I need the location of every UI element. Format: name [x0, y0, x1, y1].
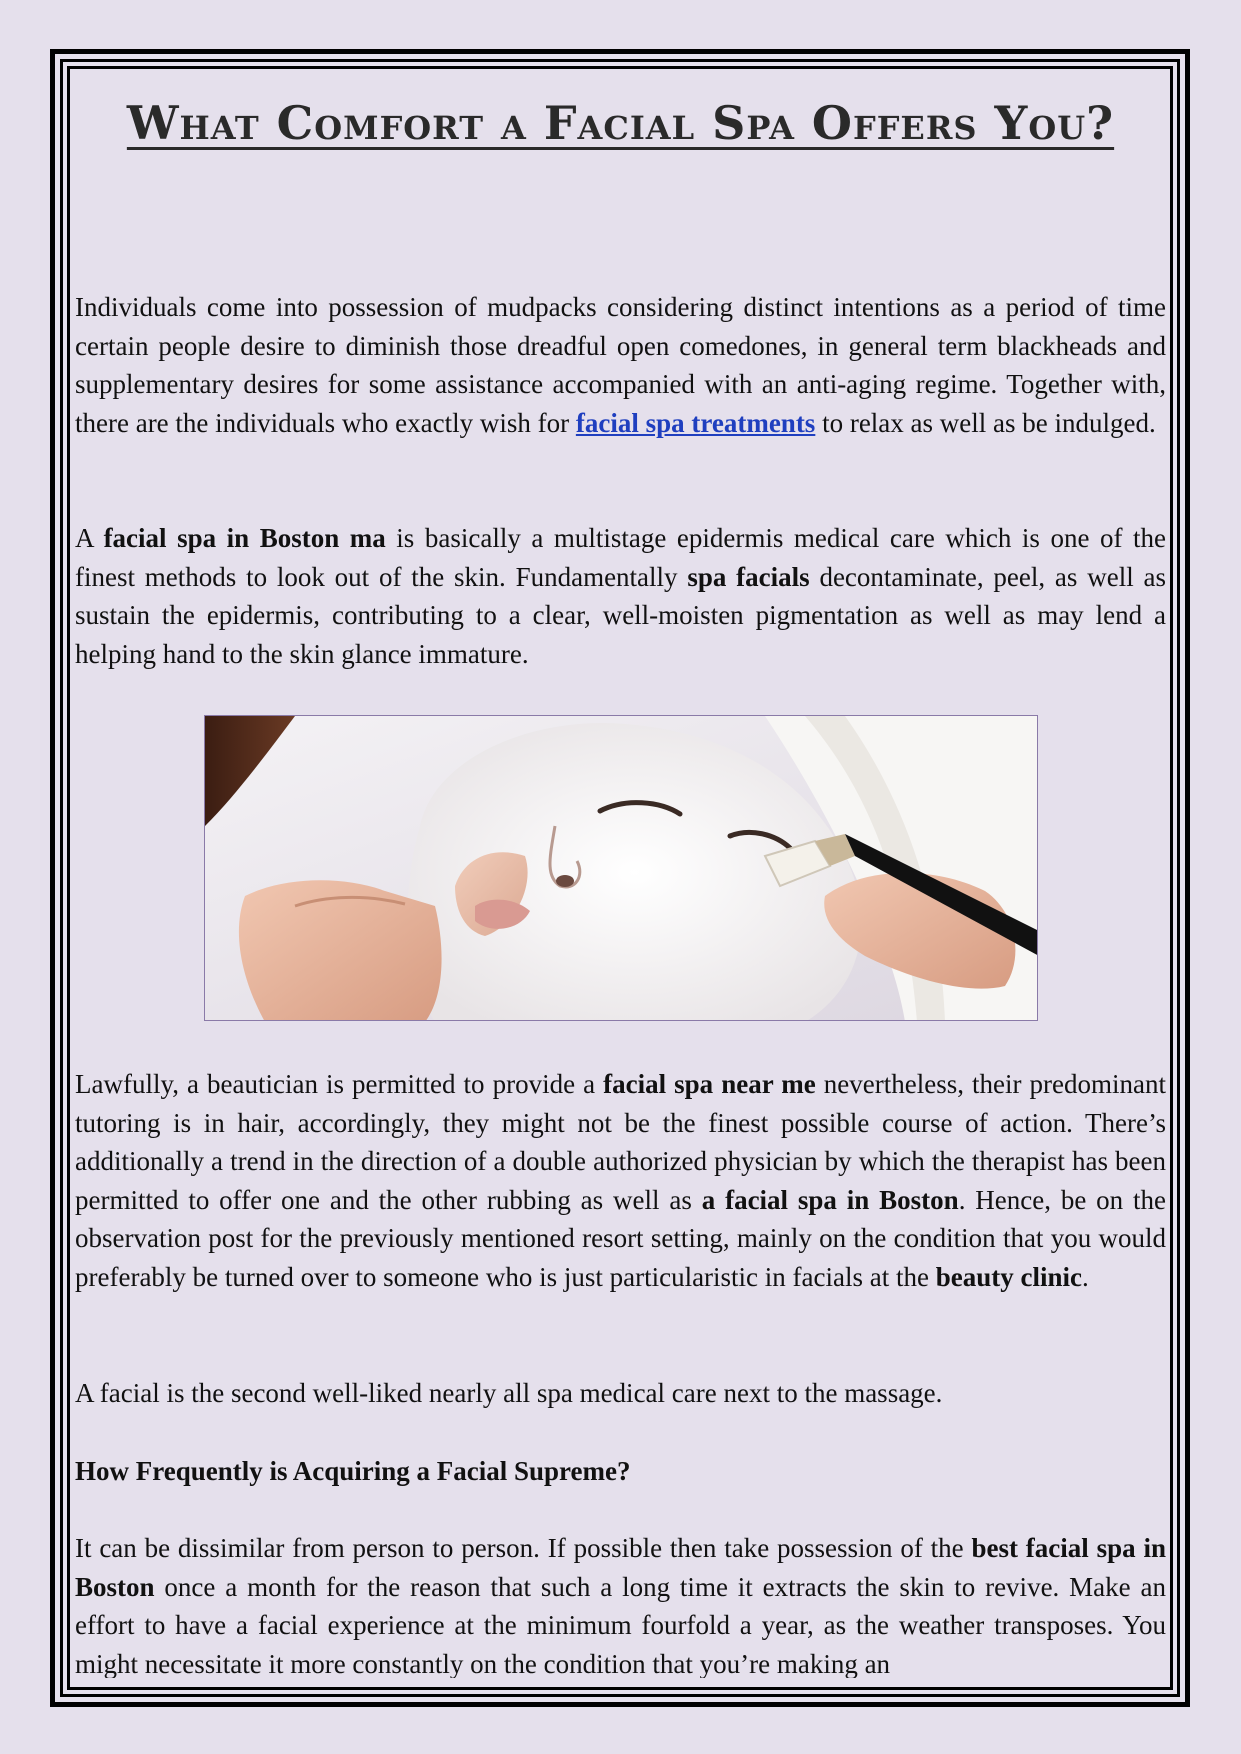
definition-text-1: A: [75, 523, 104, 553]
beautician-bold-1: facial spa near me: [603, 1069, 816, 1099]
definition-bold-1: facial spa in Boston ma: [103, 523, 386, 553]
frequency-bold-1: best facial spa in Boston: [75, 1533, 1166, 1602]
page-title: [75, 78, 1166, 168]
facial-mask-photo: [204, 715, 1038, 1021]
intro-paragraph: [75, 288, 1166, 442]
definition-text-3: decontaminate, peel, as well as sustain the epidermis, contributing to a clear, well-moisten pigmentation as well as may lend a helping hand to the skin glance immature.: [75, 561, 1166, 669]
beautician-paragraph: [75, 1065, 1166, 1296]
definition-text-2: is basically a multistage epidermis medical care which is one of the finest methods to look out of the skin. Fundamentally: [75, 523, 1166, 592]
frequency-text-2: once a month for the reason that such a long time it extracts the skin to revive. Make an effort to have a facial experience at the minimum fourfold a year, as the weather transposes. You might necessitate it more constantly on the condition that you’re making an: [75, 1571, 1166, 1678]
massage-paragraph: A facial is the second well-liked nearly all spa medical care next to the massage.: [75, 1378, 943, 1408]
beautician-text-1: Lawfully, a beautician is permitted to provide a: [75, 1069, 604, 1099]
page-title-text: What Comfort a Facial Spa Offers You?: [126, 96, 1115, 150]
beautician-bold-2: a facial spa in Boston: [701, 1184, 959, 1215]
definition-paragraph: [75, 519, 1166, 673]
beautician-bold-3: beauty clinic: [935, 1261, 1082, 1292]
title-block: [75, 78, 1166, 168]
facial-mask-illustration: [205, 716, 1038, 1021]
frequency-text-1: It can be dissimilar from person to person. If possible then take possession of the: [75, 1533, 972, 1563]
document-body: [75, 78, 1166, 1678]
section-heading: How Frequently is Acquiring a Facial Supreme?: [75, 1456, 631, 1486]
intro-text-end: to relax as well as be indulged.: [815, 407, 1156, 438]
beautician-text-4: .: [1081, 1261, 1089, 1292]
beautician-text-2: nevertheless, their predominant tutoring is in hair, accordingly, they might not be the finest possible course of action. There’s additionally a trend in the direction of a double authorized physician by which the therapist has been permitted to offer one and the other rubbing as well as: [75, 1069, 1166, 1215]
definition-bold-2: spa facials: [687, 561, 810, 592]
beautician-text-3: . Hence, be on the observation post for the previously mentioned resort setting, mainly on the condition that you would preferably be turned over to someone who is just particularistic in facials at the: [75, 1184, 1166, 1292]
frequency-paragraph: [75, 1529, 1166, 1678]
intro-text-start: Individuals come into possession of mudpacks considering distinct intentions as a period of time certain people desire to diminish those dreadful open comedones, in general term blackheads and supplementary desires for some assistance accompanied with an anti-aging regime. Together with, there are the individuals who exactly wish for: [75, 292, 1166, 438]
facial-spa-treatments-link[interactable]: facial spa treatments: [575, 407, 816, 438]
